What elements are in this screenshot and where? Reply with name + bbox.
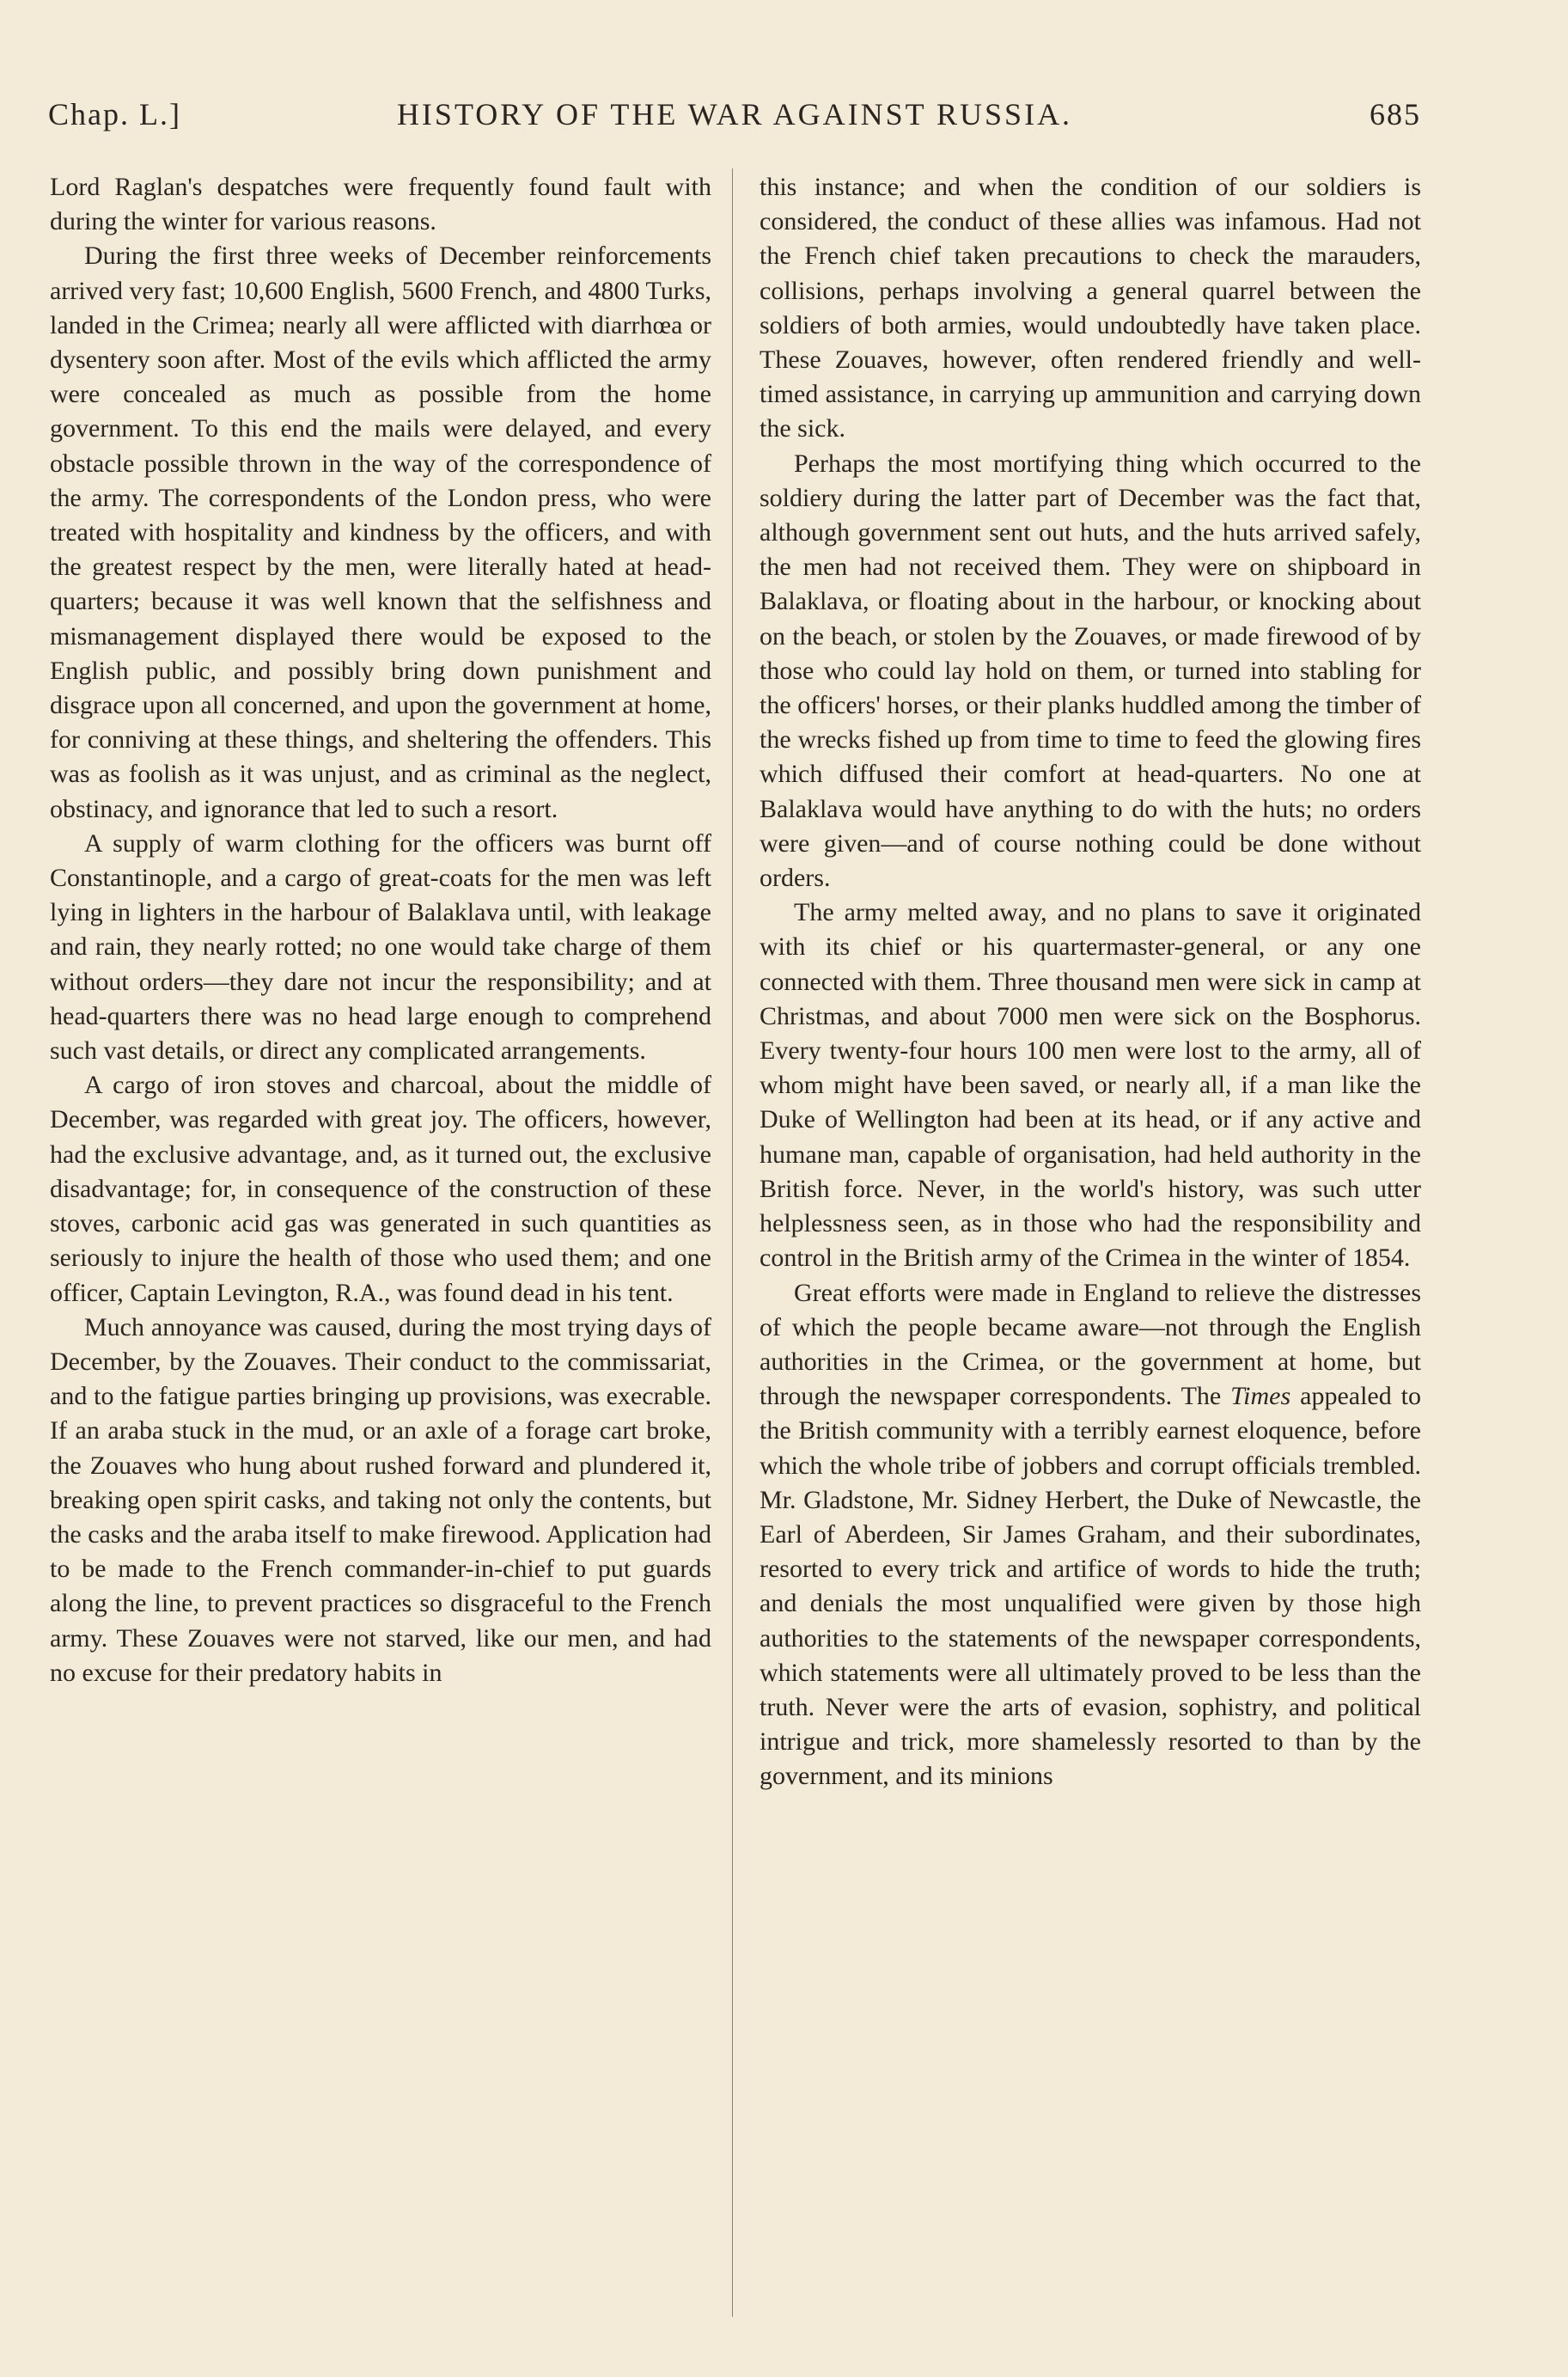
page-title: HISTORY OF THE WAR AGAINST RUSSIA. — [396, 97, 1073, 131]
paragraph: this instance; and when the condition of our soldiers is considered, the conduct of these allies was infamous. Had not the French chief taken precautions to check the marauders, collisions, perhaps involving a general quarrel between the soldiers of both armies, would undoubtedly have taken place. These Zouaves, however, often rendered friendly and well-timed assistance, in carrying up ammunition and carrying down the sick. — [760, 173, 1421, 443]
left-column — [50, 170, 711, 2344]
paragraph: The army melted away, and no plans to save it originated with its chief or his quartermaster-general, or any one connected with them. Three thousand men were sick in camp at Christmas, and about 7000 men were sick on the Bosphorus. Every twenty-four hours 100 men were lost to the army, all of whom might have been saved, or nearly all, if a man like the Duke of Wellington had been at its head, or if any active and humane man, capable of organisation, had held authority in the British force. Never, in the world's history, was such utter helplessness seen, as in those who had the responsibility and control in the British army of the Crimea in the winter of 1854. — [760, 898, 1421, 1273]
newspaper-title: Times — [1230, 1382, 1291, 1411]
chapter-label: Chap. L.] — [48, 97, 181, 131]
paragraph: A supply of warm clothing for the officers was burnt off Constantinople, and a cargo of great-coats for the men was left lying in lighters in the harbour of Balaklava until, with leakage and rain, they nearly rotted; no one would take charge of them without orders—they dare not incur the responsibility; and at head-quarters there was no head large enough to comprehend such vast details, or direct any complicated arrangements. — [50, 828, 711, 1066]
paragraph-text: Great efforts were made in England to relieve the distresses of which the people became aware—not through the English authorities in the Crimea, or the government at home, but through the newspaper correspondents. The — [760, 1278, 1421, 1411]
column-divider — [732, 168, 733, 2317]
running-header — [48, 96, 1421, 139]
right-column — [760, 170, 1421, 2344]
paragraph: Lord Raglan's despatches were frequently found fault with during the winter for various reasons. — [50, 173, 711, 236]
paragraph: A cargo of iron stoves and charcoal, about the middle of December, was regarded with great joy. The officers, however, had the exclusive advantage, and, as it turned out, the exclusive disadvantage; for, in consequence of the construction of these stoves, carbonic acid gas was generated in such quantities as seriously to injure the health of those who used them; and one officer, Captain Levington, R.A., was found dead in his tent. — [50, 1071, 711, 1307]
paragraph: Perhaps the most mortifying thing which occurred to the soldiery during the latter part of December was the fact that, although government sent out huts, and the huts arrived safely, the men had not received them. They were on shipboard in Balaklava, or floating about in the harbour, or knocking about on the beach, or stolen by the Zouaves, or made firewood of by those who could lay hold on them, or turned into stabling for the officers' horses, or their planks huddled among the timber of the wrecks fished up from time to time to feed the glowing fires which diffused their comfort at head-quarters. No one at Balaklava would have anything to do with the huts; no orders were given—and of course nothing could be done without orders. — [760, 449, 1421, 893]
paragraph: Much annoyance was caused, during the most trying days of December, by the Zouaves. Their conduct to the commissariat, and to the fatigue parties bringing up provisions, was execrable. If an araba stuck in the mud, or an axle of a forage cart broke, the Zouaves who hung about rushed forward and plundered it, breaking open spirit casks, and taking not only the contents, but the casks and the araba itself to make firewood. Application had to be made to the French commander-in-chief to put guards along the line, to prevent practices so disgraceful to the French army. These Zouaves were not starved, like our men, and had no excuse for their predatory habits in — [50, 1312, 711, 1687]
paragraph: During the first three weeks of December reinforcements arrived very fast; 10,600 English, 5600 French, and 4800 Turks, landed in the Crimea; nearly all were afflicted with diarrhœa or dysentery soon after. Most of the evils which afflicted the army were concealed as much as possible from the home government. To this end the mails were delayed, and every obstacle possible thrown in the way of the correspondence of the army. The correspondents of the London press, who were treated with hospitality and kindness by the officers, and with the greatest respect by the men, were literally hated at head-quarters; because it was well known that the selfishness and mismanagement displayed there would be exposed to the English public, and possibly bring down punishment and disgrace upon all concerned, and upon the government at home, for conniving at these things, and sheltering the offenders. This was as foolish as it was unjust, and as criminal as the neglect, obstinacy, and ignorance that led to such a resort. — [50, 241, 711, 823]
paragraph — [760, 1276, 1421, 1794]
page-number: 685 — [1370, 97, 1421, 131]
paragraph-text: appealed to the British community with a terribly earnest eloquence, before which the whole tribe of jobbers and corrupt officials trembled. Mr. Gladstone, Mr. Sidney Herbert, the Duke of Newcastle, the Earl of Aberdeen, Sir James Graham, and their subordinates, resorted to every trick and artifice of words to hide the truth; and denials the most unqualified were given by those high authorities to the statements of the newspaper correspondents, which statements were all ultimately proved to be less than the truth. Never were the arts of evasion, sophistry, and political intrigue and trick, more shamelessly resorted to than by the government, and its minions — [760, 1382, 1421, 1791]
